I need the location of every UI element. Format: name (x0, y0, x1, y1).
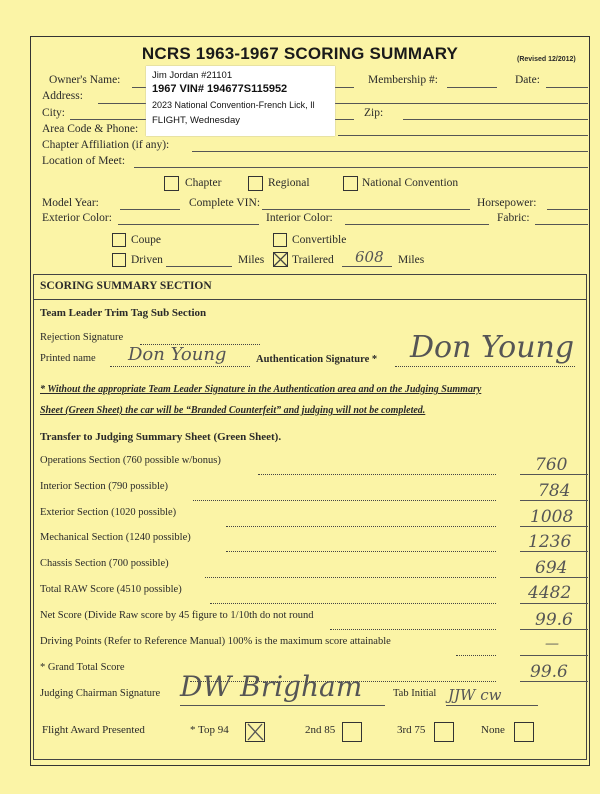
model-year-label: Model Year: (42, 197, 99, 209)
tab-initial-label: Tab Initial (393, 688, 437, 699)
rejection-label: Rejection Signature (40, 332, 124, 343)
coupe-label: Coupe (131, 234, 162, 246)
score-row-dots (193, 500, 496, 501)
score-row-label: Interior Section (790 possible) (40, 481, 169, 492)
sticker-event: 2023 National Convention-French Lick, Il (152, 100, 315, 110)
date-label: Date: (515, 74, 540, 86)
address-label: Address: (42, 90, 83, 102)
auth-signature-label: Authentication Signature * (256, 354, 378, 365)
interior-color-line[interactable] (345, 224, 489, 225)
score-row-value: 760 (535, 455, 568, 475)
none-checkbox[interactable] (514, 722, 534, 742)
vin-line[interactable] (262, 209, 470, 210)
regional-checkbox[interactable] (248, 176, 263, 191)
horsepower-label: Horsepower: (477, 197, 537, 209)
trailered-miles-line[interactable] (342, 266, 392, 267)
sticker-owner: Jim Jordan #21101 (152, 70, 233, 81)
chairman-signature-line[interactable] (180, 705, 385, 706)
driven-checkbox[interactable] (112, 253, 126, 267)
revised-date: (Revised 12/2012) (517, 56, 576, 63)
flight-award-label: Flight Award Presented (42, 724, 145, 736)
regional-option-label: Regional (268, 177, 310, 189)
membership-label: Membership #: (368, 74, 438, 86)
chapter-label: Chapter Affiliation (if any): (42, 139, 170, 151)
chapter-checkbox[interactable] (164, 176, 179, 191)
driven-miles-label: Miles (238, 254, 265, 266)
score-row-label: Total RAW Score (4510 possible) (40, 584, 182, 595)
score-row-dots (205, 577, 496, 578)
model-year-line[interactable] (120, 209, 180, 210)
exterior-color-line[interactable] (118, 224, 259, 225)
score-row-label: * Grand Total Score (40, 662, 125, 673)
trailered-miles-label: Miles (398, 254, 425, 266)
score-row-dots (456, 655, 496, 656)
score-row-label: Exterior Section (1020 possible) (40, 507, 177, 518)
trailered-label: Trailered (292, 254, 334, 266)
third-label: 3rd 75 (397, 724, 426, 736)
convertible-checkbox[interactable] (273, 233, 287, 247)
printed-name-line[interactable] (110, 366, 250, 367)
second-checkbox[interactable] (342, 722, 362, 742)
location-line[interactable] (134, 167, 588, 168)
top94-checkbox[interactable] (245, 722, 265, 742)
score-row-value: 99.6 (535, 610, 573, 630)
auth-signature-line[interactable] (395, 366, 575, 367)
score-row-label: Driving Points (Refer to Reference Manual) 100% is the maximum score attainable (40, 636, 391, 647)
score-row-value: 99.6 (530, 662, 568, 682)
score-row-line[interactable] (520, 603, 588, 604)
phone-line[interactable] (338, 135, 588, 136)
exterior-color-label: Exterior Color: (42, 212, 112, 224)
chapter-line[interactable] (192, 151, 588, 152)
score-row-dots (330, 629, 496, 630)
third-checkbox[interactable] (434, 722, 454, 742)
printed-name-value: Don Young (128, 344, 227, 365)
transfer-title: Transfer to Judging Summary Sheet (Green Sheet). (40, 431, 282, 443)
zip-label: Zip: (364, 107, 384, 119)
driven-label: Driven (131, 254, 163, 266)
tab-initial-line[interactable] (446, 705, 538, 706)
fabric-label: Fabric: (497, 212, 530, 224)
sticker-flight: FLIGHT, Wednesday (152, 115, 241, 126)
national-checkbox[interactable] (343, 176, 358, 191)
trailered-checkbox[interactable] (273, 252, 288, 267)
national-option-label: National Convention (362, 177, 459, 189)
sticker-vin: 1967 VIN# 194677S115952 (152, 83, 288, 95)
score-row-dots (226, 551, 496, 552)
convertible-label: Convertible (292, 234, 347, 246)
page-title: NCRS 1963-1967 SCORING SUMMARY (141, 44, 459, 63)
tab-initial-value: JJW cw (448, 686, 502, 704)
score-row-value: 694 (535, 558, 568, 578)
score-row-label: Chassis Section (700 possible) (40, 558, 169, 569)
phone-label: Area Code & Phone: (42, 123, 139, 135)
chapter-option-label: Chapter (185, 177, 222, 189)
interior-color-label: Interior Color: (266, 212, 333, 224)
score-row-value: 1236 (528, 532, 572, 552)
vin-label: Complete VIN: (189, 197, 261, 209)
score-row-value: 4482 (528, 583, 572, 603)
score-row-value: — (545, 636, 559, 652)
owners-name-label: Owner's Name: (49, 74, 121, 86)
chairman-signature-label: Judging Chairman Signature (40, 688, 161, 699)
score-row-label: Mechanical Section (1240 possible) (40, 532, 191, 543)
horsepower-line[interactable] (547, 209, 588, 210)
coupe-checkbox[interactable] (112, 233, 126, 247)
chairman-signature-value: DW Brigham (180, 670, 363, 703)
auth-signature-value: Don Young (410, 330, 575, 365)
score-row-value: 1008 (530, 507, 574, 527)
city-label: City: (42, 107, 66, 119)
driven-miles-line[interactable] (166, 266, 232, 267)
zip-line[interactable] (403, 119, 588, 120)
trim-tag-title: Team Leader Trim Tag Sub Section (40, 307, 207, 319)
score-row-dots (210, 603, 496, 604)
notice-line-2: Sheet (Green Sheet) the car will be “Branded Counterfeit” and judging will not be completed. (40, 405, 426, 416)
score-row-value: 784 (538, 481, 571, 501)
trailered-miles-value: 608 (355, 248, 384, 266)
location-label: Location of Meet: (42, 155, 126, 167)
date-line[interactable] (546, 87, 588, 88)
owner-sticker-label (146, 66, 335, 136)
score-row-dots (258, 474, 496, 475)
score-row-label: Operations Section (760 possible w/bonus) (40, 455, 221, 466)
fabric-line[interactable] (535, 224, 588, 225)
x-mark-icon (245, 722, 265, 742)
score-row-line[interactable] (520, 655, 588, 656)
score-row-dots (226, 526, 496, 527)
top94-label: * Top 94 (190, 724, 229, 736)
none-label: None (481, 724, 505, 736)
score-row-label: Net Score (Divide Raw score by 45 figure to 1/10th do not round (40, 610, 314, 621)
membership-line[interactable] (447, 87, 497, 88)
notice-line-1: * Without the appropriate Team Leader Signature in the Authentication area and on the Judging Summary (40, 384, 482, 395)
second-label: 2nd 85 (305, 724, 336, 736)
x-mark-icon (273, 252, 288, 267)
printed-name-label: Printed name (40, 353, 96, 364)
scoring-section-title: SCORING SUMMARY SECTION (40, 280, 212, 292)
